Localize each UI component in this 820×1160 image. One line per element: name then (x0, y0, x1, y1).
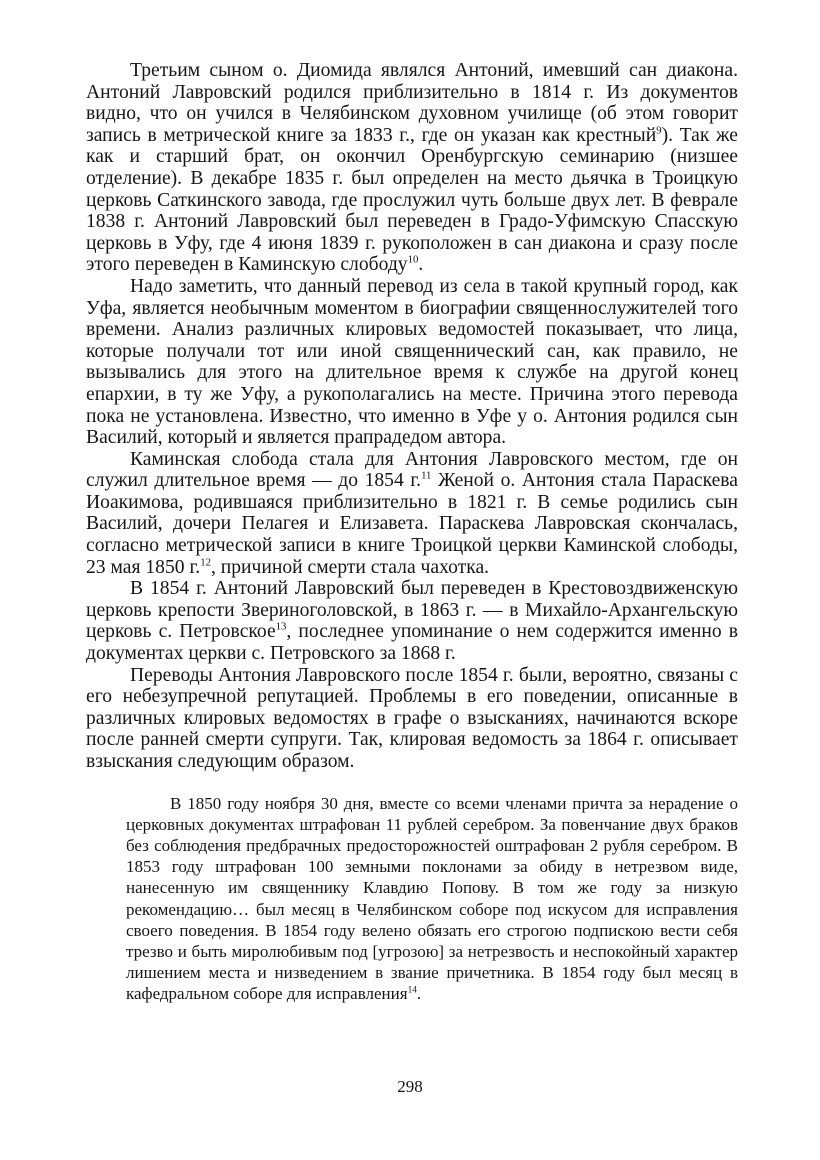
paragraph (86, 60, 738, 276)
paragraph (86, 276, 738, 449)
text-run: , последнее упоминание о нем содержится именно в документах церкви с. Петровского за 1868 г. (86, 621, 738, 665)
paragraph (86, 665, 738, 773)
page-number: 298 (397, 1077, 423, 1096)
main-text (86, 60, 738, 773)
footnote-reference: 12 (200, 556, 211, 569)
block-quote (126, 793, 738, 1005)
footnote-reference: 10 (407, 253, 419, 266)
footnote-reference: 11 (421, 469, 432, 482)
text-run: . (418, 254, 424, 276)
text-run: В 1850 году ноября 30 дня, вместе со всеми членами причта за нерадение о церковных документах штрафован 11 рублей серебром. За повенчание двух браков без соблюдения предбрачных предосторожностей оштрафован 2 рубля серебром. В 1853 году штрафован 100 земными поклонами за обиду в нетрезвом виде, нанесенную им священнику Клавдию Попову. В том же году за низкую рекомендацию… был месяц в Челябинском соборе под искусом для исправления своего поведения. В 1854 году велено обязать его строгою подпискою вести себя трезво и быть миролюбивым под [угрозою] за нетрезвость и неспокойный характер лишением места и низведением в звание причетника. В 1854 году был месяц в кафедральном соборе для исправления (126, 793, 738, 1004)
text-run: , причиной смерти стала чахотка. (210, 556, 490, 578)
text-run: Женой о. Антония стала Параскева Иоакимова, родившаяся приблизительно в 1821 г. В семье родились сын Василий, дочери Пелагея и Елизавета. Параскева Лавровская скончалась, согласно метрической записи в книге Троицкой церкви Каминской слободы, 23 мая 1850 г. (86, 470, 738, 578)
footnote-reference: 14 (407, 985, 417, 996)
text-run: В 1854 г. Антоний Лавровский был переведен в Крестовоздвиженскую церковь крепости Звериноголовской, в 1863 г. — в Михайло-Архангельскую церковь с. Петровское (86, 578, 738, 643)
text-run: . (416, 984, 422, 1004)
quote-paragraph (126, 793, 738, 1005)
text-run: Переводы Антония Лавровского после 1854 г. были, вероятно, связаны с его небезупречной репутацией. Проблемы в его поведении, описанные в различных клировых ведомостях в графе о взысканиях, начинаются вскоре после ранней смерти супруги. Так, клировая ведомость за 1864 г. описывает взыскания следующим образом. (86, 664, 738, 772)
text-run: ). Так же как и старший брат, он окончил Оренбургскую семинарию (низшее отделение). В декабре 1835 г. был определен на место дьячка в Троицкую церковь Саткинского завода, где прослужил чуть больше двух лет. В феврале 1838 г. Антоний Лавровский был переведен в Градо-Уфимскую Спасскую церковь в Уфу, где 4 июня 1839 г. рукоположен в сан диакона и сразу после этого переведен в Каминскую слободу (86, 124, 738, 276)
page-body (86, 60, 738, 1005)
paragraph (86, 449, 738, 579)
footnote-reference: 13 (275, 620, 287, 633)
paragraph (86, 578, 738, 664)
text-run: Каминская слобода стала для Антония Лавровского местом, где он служил длительное время — до 1854 г. (86, 448, 738, 492)
footnote-reference: 9 (656, 124, 662, 137)
text-run: Надо заметить, что данный перевод из села в такой крупный город, как Уфа, является необычным моментом в биографии священнослужителей того времени. Анализ различных клировых ведомостей показывает, что лица, которые получали тот или иной священнический сан, как правило, не вызывались для этого на длительное время к службе на другой конец епархии, в ту же Уфу, а рукополагались на месте. Причина этого перевода пока не установлена. Известно, что именно в Уфе у о. Антония родился сын Василий, который и является прапрадедом автора. (86, 275, 738, 449)
text-run: Третьим сыном о. Диомида являлся Антоний, имевший сан диакона. Антоний Лавровский родился приблизительно в 1814 г. Из документов видно, что он учился в Челябинском духовном училище (об этом говорит запись в метрической книге за 1833 г., где он указан как крестный (86, 60, 738, 146)
